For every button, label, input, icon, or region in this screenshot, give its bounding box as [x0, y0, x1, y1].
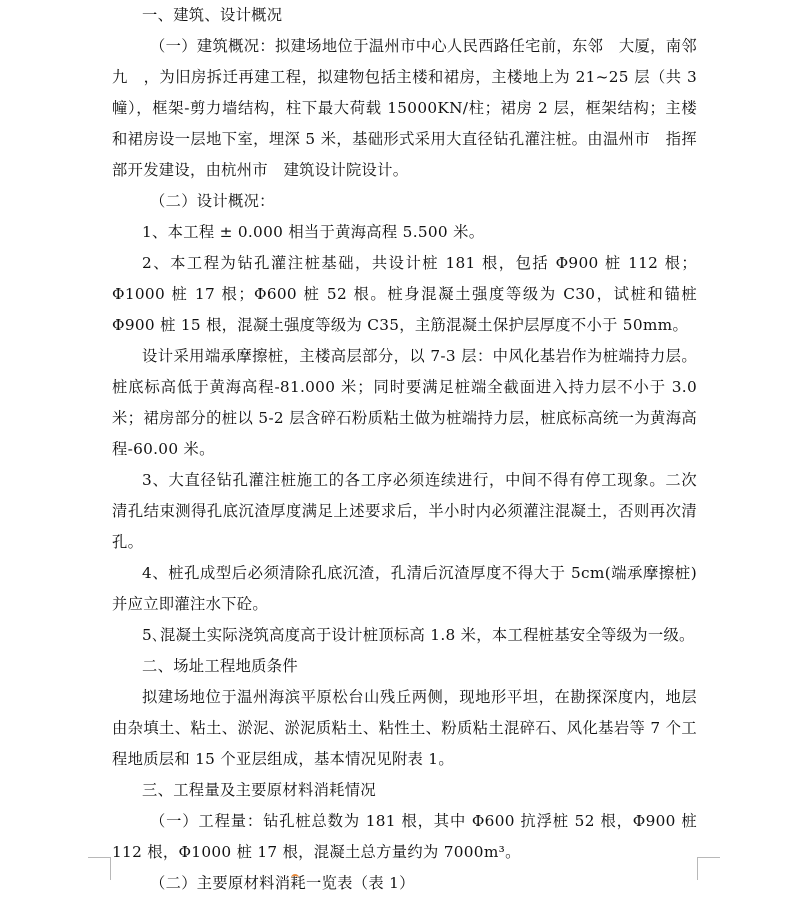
section-heading-2: 二、场址工程地质条件	[142, 657, 298, 675]
subheading-design-overview: （二）设计概况：	[150, 192, 275, 210]
text-cursor-mark	[291, 874, 299, 880]
list-item-3: 3、大直径钻孔灌注桩施工的各工序必须连续进行，中间不得有停工现象。二次清孔结束测得孔底沉渣厚度满足上述要求后，半小时内必须灌注混凝土，否则再次清孔。	[112, 471, 697, 551]
paragraph-geology: 拟建场地位于温州海滨平原松台山残丘两侧，现地形平坦，在勘探深度内，地层由杂填土、粘土、淤泥、淤泥质粘土、粘性土、粉质粘土混碎石、风化基岩等 7 个工程地质层和 15 个亚层组成，基本情况见附表 1。	[112, 688, 697, 768]
section-heading-1: 一、建筑、设计概况	[142, 6, 283, 24]
subheading-materials-table: （二）主要原材料消耗一览表（表 1）	[150, 874, 415, 892]
paragraph-building-overview: （一）建筑概况：拟建场地位于温州市中心人民西路任宅前，东邻 大厦，南邻九 ，为旧房拆迁再建工程，拟建物包括主楼和裙房，主楼地上为 21~25 层（共 3 幢），框架-剪力墙结构，柱下最大荷载 15000KN/柱；裙房 2 层，框架结构；主楼和裙房设一层地下室，埋深 5 米，基础形式采用大直径钻孔灌注桩。由温州市 指挥部开发建设，由杭州市 建筑设计院设计。	[112, 37, 697, 179]
section-heading-3: 三、工程量及主要原材料消耗情况	[142, 781, 376, 799]
list-item-2: 2、本工程为钻孔灌注桩基础，共设计桩 181 根，包括 Φ900 桩 112 根；Φ1000 桩 17 根；Φ600 桩 52 根。桩身混凝土强度等级为 C30，试桩和锚桩 Φ900 桩 15 根，混凝土强度等级为 C35，主筋混凝土保护层厚度不小于 50mm。	[112, 254, 697, 334]
list-item-4: 4、桩孔成型后必须清除孔底沉渣，孔清后沉渣厚度不得大于 5cm(端承摩擦桩)并应立即灌注水下砼。	[112, 564, 697, 613]
list-item-5: 5､混凝土实际浇筑高度高于设计桩顶标高 1.8 米，本工程桩基安全等级为一级。	[142, 626, 695, 644]
margin-corner-mark-right	[697, 857, 720, 880]
margin-corner-mark-left	[88, 857, 111, 880]
list-item-1: 1、本工程 ± 0.000 相当于黄海高程 5.500 米。	[142, 223, 485, 241]
paragraph-design-method: 设计采用端承摩擦桩，主楼高层部分，以 7-3 层：中风化基岩作为桩端持力层。桩底标高低于黄海高程-81.000 米；同时要满足桩端全截面进入持力层不小于 3.0 米；裙房部分的桩以 5-2 层含碎石粉质粘土做为桩端持力层，桩底标高统一为黄海高程-60.00 米。	[112, 347, 697, 458]
paragraph-quantities: （一）工程量：钻孔桩总数为 181 根，其中 Φ600 抗浮桩 52 根，Φ900 桩 112 根，Φ1000 桩 17 根，混凝土总方量约为 7000m³。	[112, 812, 697, 861]
document-body	[112, 0, 697, 899]
